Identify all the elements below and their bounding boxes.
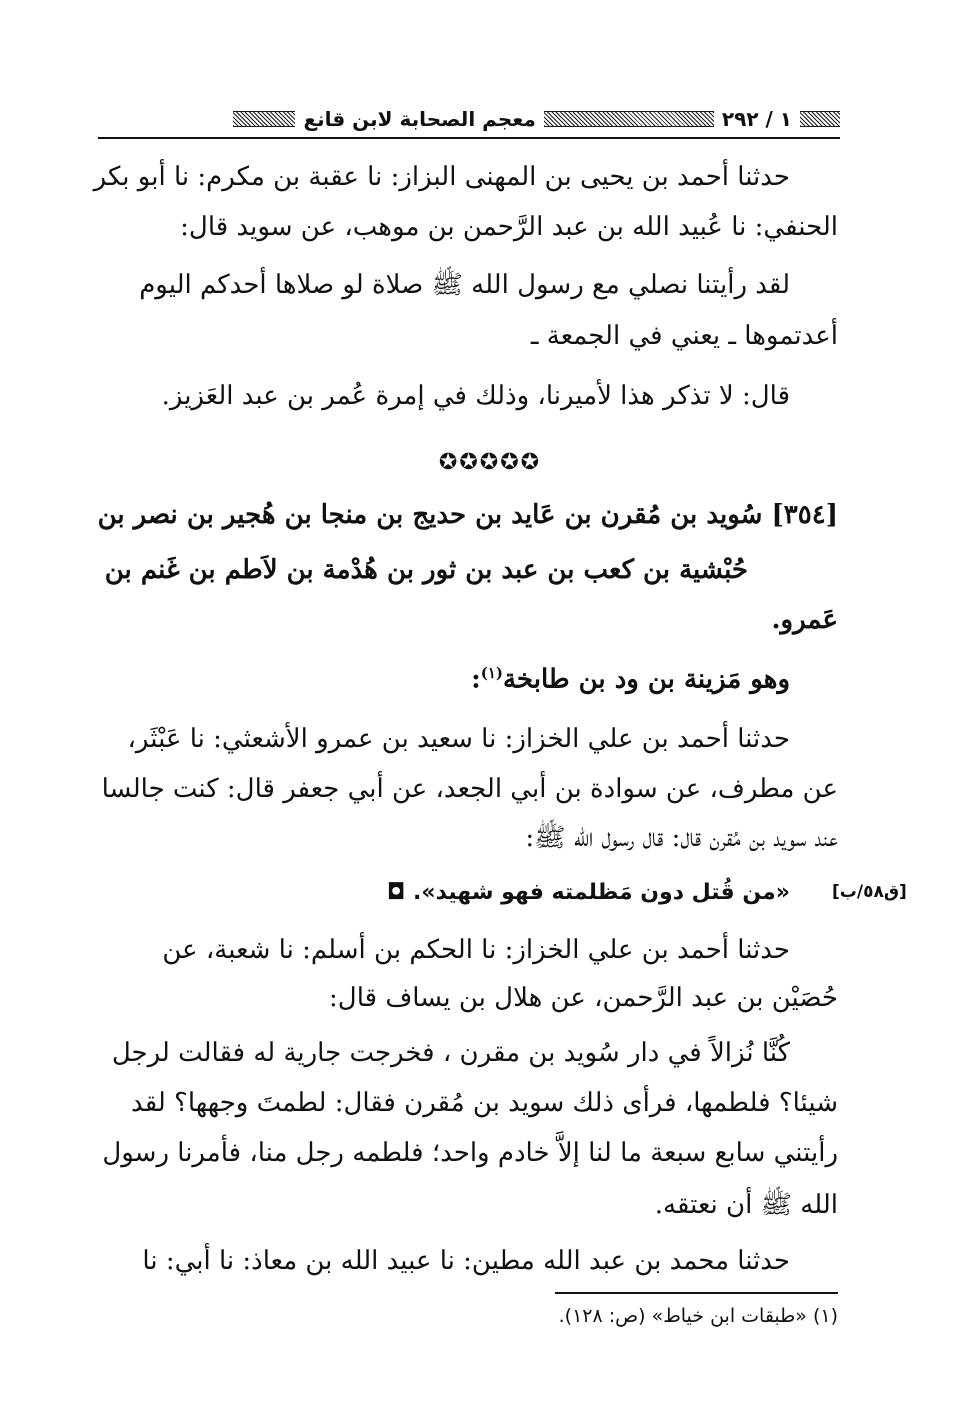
entry-heading-line: حُبْشية بن كعب بن عبد بن ثور بن هُدْمة بن لاَطم بن غَنم بن <box>104 555 748 585</box>
text-line: الحنفي: نا عُبيد الله بن عبد الرَّحمن بن موهب، عن سويد قال: <box>180 212 838 242</box>
entry-lineage-colon: : <box>471 664 481 695</box>
book-title: معجم الصحابة لابن قانع <box>303 107 536 131</box>
text-line: عن مطرف، عن سوادة بن أبي الجعد، عن أبي جعفر قال: كنت جالسا <box>101 774 838 804</box>
entry-heading-line: عَمرو. <box>771 605 838 635</box>
text-line: حدثنا محمد بن عبد الله مطين: نا عبيد الله بن معاذ: نا أبي: نا <box>142 1246 790 1276</box>
footnote-marker: (١) <box>480 664 503 682</box>
text-line: حدثنا أحمد بن علي الخزاز: نا سعيد بن عمرو الأشعثي: نا عَبْثَر، <box>127 724 790 754</box>
text-line: رأيتني سابع سبعة ما لنا إلاَّ خادم واحد؛ فلطمه رجل منا، فأمرنا رسول <box>102 1138 838 1168</box>
entry-lineage-text: وهو مَزينة بن ود بن طابخة <box>502 664 790 695</box>
footnote: (١) «طبقات ابن خياط» (ص: ١٢٨). <box>558 1305 838 1327</box>
text-line: الله ﷺ أن نعتقه. <box>654 1190 838 1220</box>
hadith-quote: «من قُتل دون مَظلمته فهو شهيد». ◘ <box>386 880 790 905</box>
text-line: قال: لا تذكر هذا لأميرنا، وذلك في إمرة عُمر بن عبد العَزيز. <box>161 381 790 411</box>
text-line: كُنَّا نُزالاً في دار سُويد بن مقرن ، فخرجت جارية له فقالت لرجل <box>111 1038 790 1068</box>
entry-lineage-line <box>471 664 790 696</box>
text-line: حدثنا أحمد بن علي الخزاز: نا الحكم بن أسلم: نا شعبة، عن <box>162 935 790 965</box>
text-line: شيئا؟ فلطمها، فرأى ذلك سويد بن مُقرن فقال: لطمتَ وجهها؟ لقد <box>131 1088 838 1118</box>
text-line: حدثنا أحمد بن يحيى بن المهنى البزاز: نا عقبة بن مكرم: نا أبو بكر <box>93 162 790 192</box>
footnote-rule <box>555 1292 838 1294</box>
manuscript-folio-note: [ق٥٨/ب] <box>832 882 907 902</box>
body-text <box>93 0 838 1411</box>
text-line: أعدتموها ـ يعني في الجمعة ـ <box>530 321 838 351</box>
text-line: عند سويد بن مُقرن قال: قال رسول الله ﷺ: <box>525 823 838 853</box>
text-line: حُصَيْن بن عبد الرَّحمن، عن هلال بن يساف قال: <box>329 983 838 1013</box>
text-line: لقد رأيتنا نصلي مع رسول الله ﷺ صلاة لو صلاها أحدكم اليوم <box>139 270 790 300</box>
entry-heading-line: [٣٥٤] سُويد بن مُقرن بن عَايد بن حديج بن منجا بن هُجير بن نصر بن <box>97 500 838 530</box>
page-number: ١ / ٢٩٢ <box>721 107 792 131</box>
section-separator: ✪✪✪✪✪ <box>438 450 542 475</box>
